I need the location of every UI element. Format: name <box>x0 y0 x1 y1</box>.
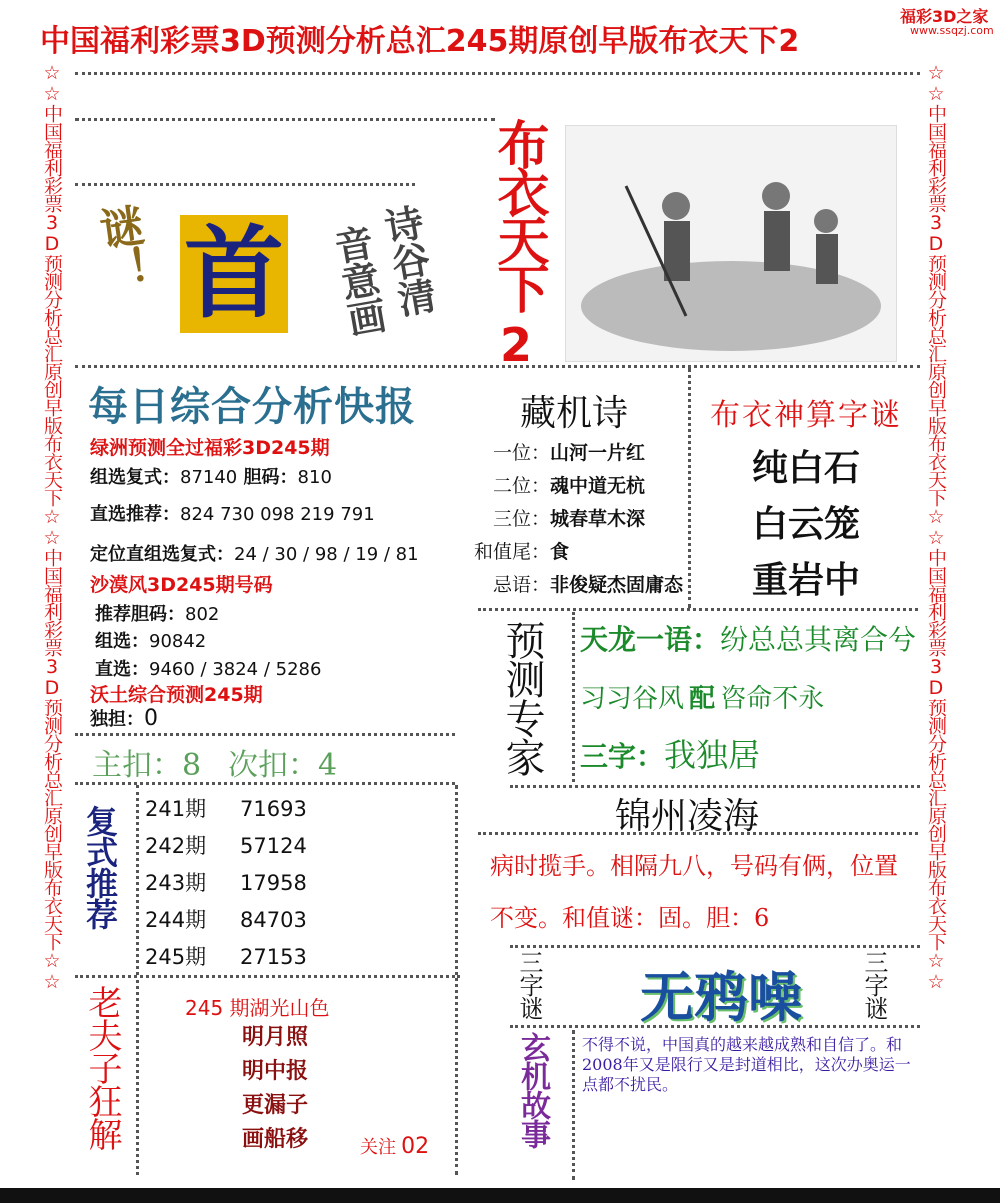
divider <box>75 975 460 978</box>
daily-sec1-title: 绿洲预测全过福彩3D245期 <box>90 437 330 459</box>
poem-line <box>470 471 690 504</box>
sanzi-text: 我独居 <box>664 736 761 774</box>
jinzhou-text: 病时揽手。相隔九八，号码有俩，位置不变。和值谜：固。胆：6 <box>490 852 898 932</box>
divider <box>136 785 139 975</box>
sanzimi-left: 三字谜 <box>515 950 543 1019</box>
dingwei-label: 定位直组选复式： <box>90 544 234 565</box>
shen-line: 重岩中 <box>752 560 861 601</box>
fushi-period: 245期 <box>145 945 207 969</box>
fushi-row <box>145 793 307 823</box>
zhix-value: 9460 / 3824 / 5286 <box>149 659 322 680</box>
divider <box>478 832 918 835</box>
laofuzi-line: 画船移 <box>242 1127 309 1152</box>
zx-label: 组选： <box>95 631 149 652</box>
tianlong-label: 天龙一语： <box>580 623 721 656</box>
daily-title: 每日综合分析快报 <box>88 384 416 430</box>
fushi-row <box>145 941 307 971</box>
fushi-label: 复式推荐 <box>81 805 119 929</box>
fushi-row <box>145 867 307 897</box>
fushi-period: 243期 <box>145 871 207 895</box>
poem-title: 藏机诗 <box>520 393 629 434</box>
laofuzi-line: 明中报 <box>242 1059 309 1084</box>
bottom-border <box>0 1188 1000 1203</box>
zhukou-text: 主扣：8 <box>92 748 202 783</box>
zuxuan-value: 87140 <box>180 467 238 488</box>
xuanji-label: 玄机故事 <box>515 1032 550 1148</box>
tuijian-label: 推荐胆码： <box>95 604 185 625</box>
right-side-banner: ☆☆中国福利彩票3D预测分析总汇原创早版布衣天下☆☆中国福利彩票3D预测分析总汇原创早版布衣天下☆☆ <box>925 62 947 992</box>
riddle-big-char: 首 <box>180 215 288 333</box>
fushi-number: 17958 <box>240 871 307 895</box>
poem-line-label: 二位： <box>492 475 550 497</box>
expert-line2b: 咨命不永 <box>720 684 825 714</box>
fushi-row <box>145 830 307 860</box>
divider <box>75 183 415 186</box>
tianlong-text: 纷总总其离合兮 <box>720 623 917 656</box>
laofuzi-line: 更漏子 <box>242 1093 309 1118</box>
poem-line-label: 一位： <box>492 442 550 464</box>
zuxuan-label: 组选复式： <box>90 467 180 488</box>
shen-line: 白云笼 <box>752 504 861 545</box>
shen-lines <box>752 440 860 608</box>
fushi-row <box>145 904 307 934</box>
poem-line-label: 三位： <box>492 508 550 530</box>
follow-label: 关注 <box>360 1137 396 1158</box>
page-header-title: 中国福利彩票3D预测分析总汇245期原创早版布衣天下2 <box>40 24 800 59</box>
poem-line-label: 和值尾： <box>473 541 550 563</box>
brand-number: 2 <box>500 318 533 372</box>
divider <box>478 608 918 611</box>
poem-line-value: 食 <box>550 541 570 563</box>
poem-line-value: 山河一片红 <box>550 442 646 464</box>
laofuzi-title: 245 期湖光山色 <box>185 996 330 1020</box>
expert-line2a: 习习谷风 <box>580 684 685 714</box>
shen-line: 纯白石 <box>752 448 861 489</box>
zx-value: 90842 <box>149 631 207 652</box>
poem-line-label: 忌语： <box>492 574 550 596</box>
divider <box>75 118 495 121</box>
left-side-banner: ☆☆中国福利彩票3D预测分析总汇原创早版布衣天下☆☆中国福利彩票3D预测分析总汇原创早版布衣天下☆☆ <box>41 62 63 992</box>
dingwei-value: 24 / 30 / 98 / 19 / 81 <box>234 544 419 565</box>
poem-lines <box>470 438 690 603</box>
divider <box>572 612 575 782</box>
poem-line <box>470 438 690 471</box>
brand-vertical: 布衣天下 <box>488 118 548 310</box>
sanzimi-right: 三字谜 <box>860 950 888 1019</box>
shen-title: 布衣神算字谜 <box>710 398 902 433</box>
poem-line <box>470 504 690 537</box>
danma-value: 810 <box>297 467 332 488</box>
divider <box>75 782 455 785</box>
daily-sec2-title: 沙漠风3D245期号码 <box>90 574 273 596</box>
xuanji-text: 不得不说，中国真的越来越成熟和自信了。和2008年又是限行又是封道相比，这次办奥运一点都不扰民。 <box>582 1035 911 1094</box>
divider <box>75 733 455 736</box>
fushi-period: 241期 <box>145 797 207 821</box>
sanzimi-answer: 无鸦噪 <box>640 966 802 1029</box>
divider <box>75 72 920 75</box>
danma-label: 胆码： <box>243 467 298 488</box>
expert-label: 预测专家 <box>499 620 545 776</box>
fushi-number: 84703 <box>240 908 307 932</box>
fushi-period: 242期 <box>145 834 207 858</box>
sanzi-label: 三字： <box>580 740 665 773</box>
poem-line-value: 魂中道无杭 <box>550 475 646 497</box>
fushi-number: 57124 <box>240 834 307 858</box>
divider <box>572 1030 575 1180</box>
poem-line <box>470 570 690 603</box>
farmers-illustration <box>565 125 897 362</box>
divider <box>136 980 139 1175</box>
laofuzi-lines <box>242 1020 308 1156</box>
divider <box>75 365 920 368</box>
poem-line-value: 非俊疑杰固庸态 <box>550 574 684 596</box>
fushi-number: 27153 <box>240 945 307 969</box>
zhixuan-value: 824 730 098 219 791 <box>180 504 375 525</box>
divider <box>510 945 920 948</box>
poem-line <box>470 537 690 570</box>
laofuzi-line: 明月照 <box>242 1025 309 1050</box>
dudan-label: 独担： <box>90 709 144 730</box>
divider <box>455 785 458 1175</box>
riddle-poem-col2: 音意画 <box>325 222 389 340</box>
riddle-poem-col1: 诗谷清 <box>375 202 439 320</box>
riddle-label: 谜！ <box>89 201 152 295</box>
laofuzi-label: 老夫子狂解 <box>82 985 122 1150</box>
expert-line2-badge: 配 <box>689 684 716 714</box>
zhix-label: 直选： <box>95 659 149 680</box>
fushi-period: 244期 <box>145 908 207 932</box>
zhixuan-label: 直选推荐： <box>90 504 180 525</box>
jinzhou-title: 锦州凌海 <box>615 796 760 837</box>
cikou-text: 次扣：4 <box>228 748 338 783</box>
daily-sec3-title: 沃土综合预测245期 <box>90 684 263 706</box>
site-url[interactable]: www.ssqzj.com <box>910 24 994 37</box>
illustration-svg <box>566 126 896 361</box>
poem-line-value: 城春草木深 <box>550 508 646 530</box>
site-name[interactable]: 福彩3D之家 <box>900 7 989 26</box>
tuijian-value: 802 <box>185 604 220 625</box>
fushi-number: 71693 <box>240 797 307 821</box>
divider <box>510 1025 920 1028</box>
dudan-value: 0 <box>144 706 158 731</box>
follow-value: 02 <box>401 1134 430 1159</box>
